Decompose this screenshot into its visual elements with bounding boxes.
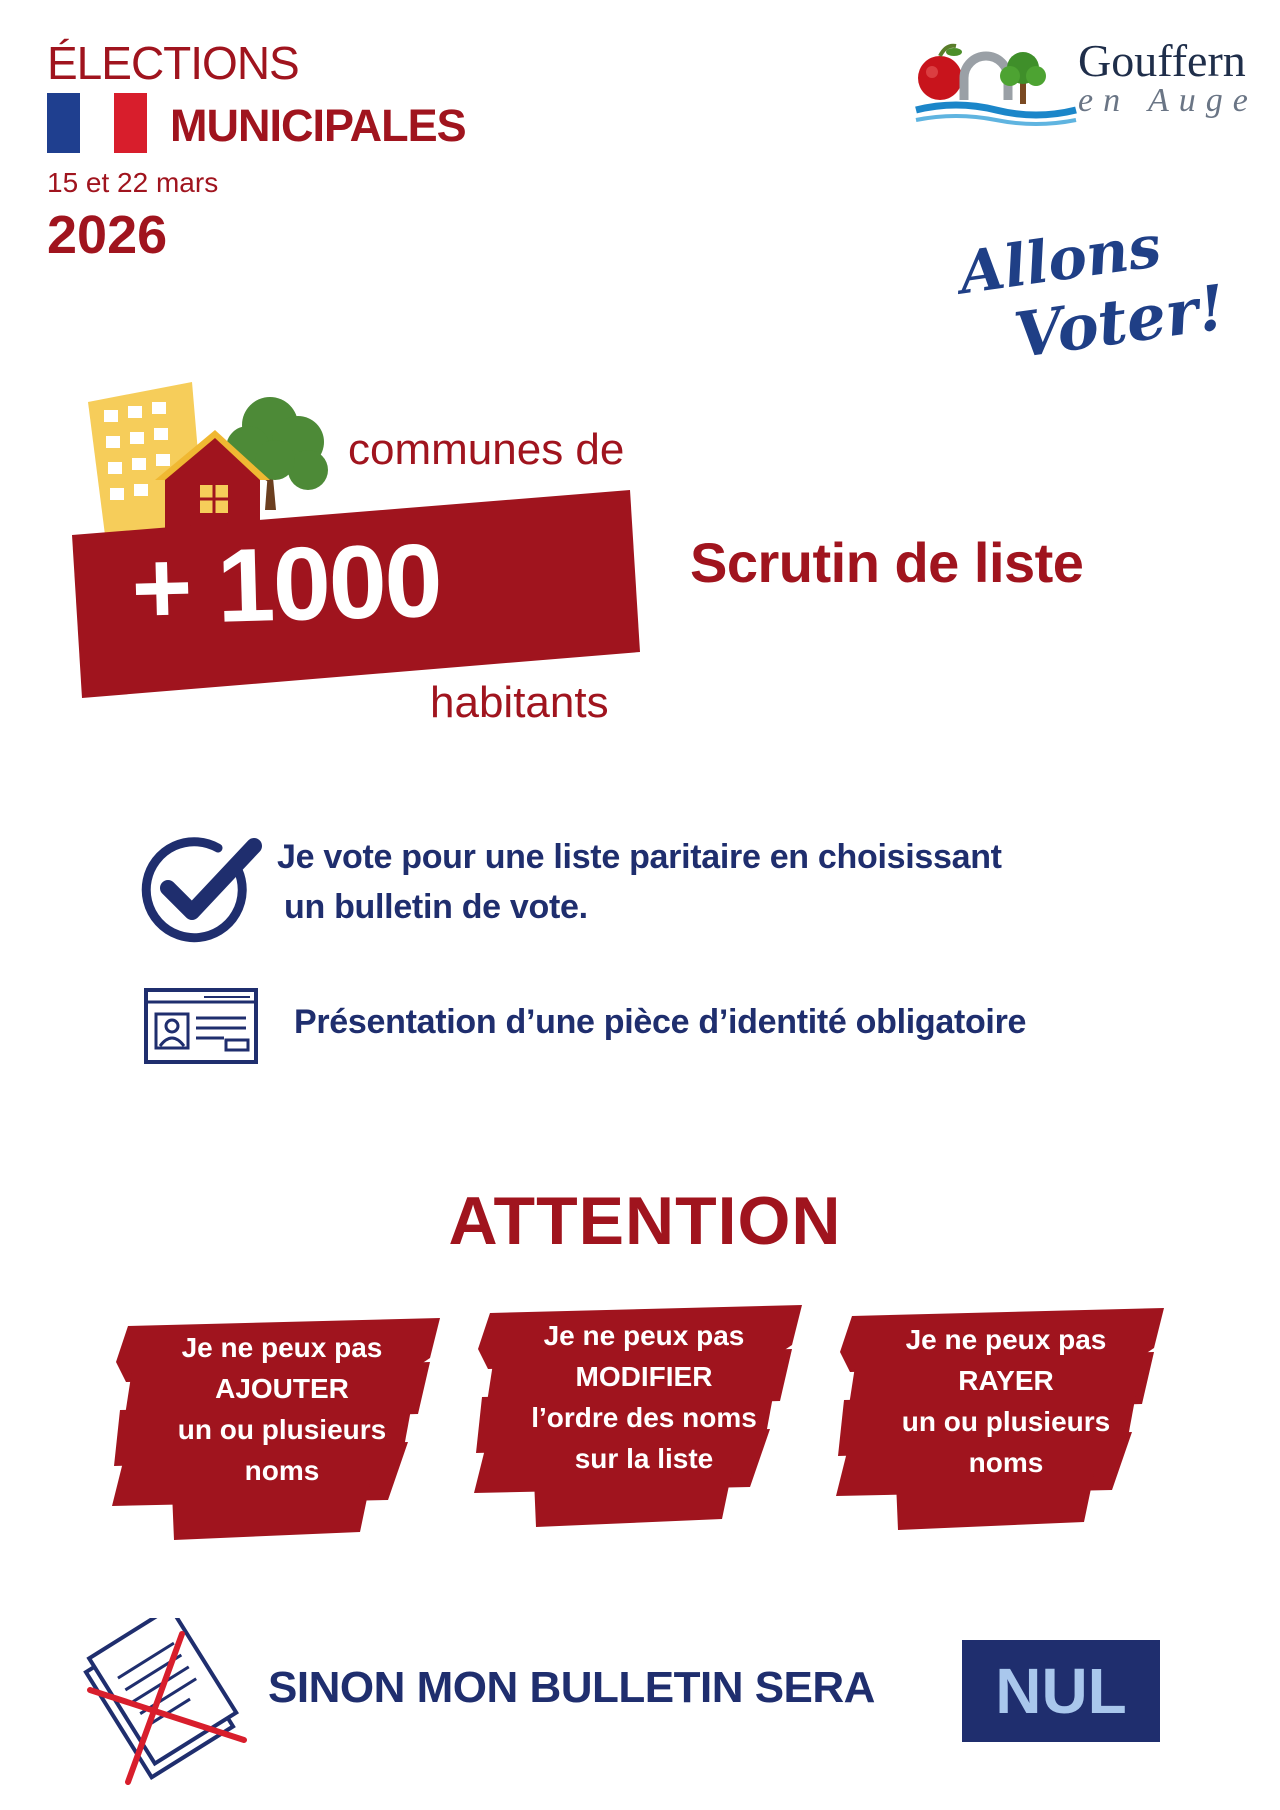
rule-line: un ou plusieurs <box>177 1414 387 1445</box>
communes-prefix: communes de <box>348 425 625 474</box>
vote-instruction-line-2: un bulletin de vote. <box>284 888 588 926</box>
void-warning-text: SINON MON BULLETIN SERA <box>268 1663 875 1712</box>
rule-line: Je ne peux pas <box>905 1324 1107 1355</box>
communes-suffix: habitants <box>430 678 609 727</box>
id-requirement-text: Présentation d’une pièce d’identité obligatoire <box>294 1003 1027 1041</box>
population-threshold: + 1000 <box>130 522 442 647</box>
crossed-ballot-icon <box>78 1618 248 1788</box>
rule-line: MODIFIER <box>575 1361 713 1392</box>
rule-no-add <box>122 1327 442 1491</box>
slogan-line-2: Voter! <box>1010 270 1230 373</box>
rule-no-modify <box>484 1315 804 1479</box>
rule-line: l’ordre des noms <box>531 1402 757 1433</box>
rule-line: noms <box>244 1455 320 1486</box>
scrutin-title: Scrutin de liste <box>690 531 1084 594</box>
rule-line: AJOUTER <box>215 1373 349 1404</box>
vote-instruction-line-1: Je vote pour une liste paritaire en choisissant <box>277 838 1002 876</box>
logo-name: Gouffern <box>1078 35 1246 86</box>
rule-line: un ou plusieurs <box>901 1406 1111 1437</box>
rule-line: RAYER <box>958 1365 1054 1396</box>
nul-label: NUL <box>995 1655 1127 1727</box>
municipales-title: MUNICIPALES <box>170 100 466 151</box>
election-dates: 15 et 22 mars <box>47 167 219 198</box>
rule-line: noms <box>968 1447 1044 1478</box>
slogan-line-1: Allons <box>955 211 1166 308</box>
rule-no-strike <box>846 1319 1166 1483</box>
rule-line: Je ne peux pas <box>543 1320 745 1351</box>
elections-title: ÉLECTIONS <box>47 37 299 89</box>
checkmark-icon <box>138 832 262 944</box>
french-flag-icon <box>47 93 147 153</box>
logo-subtitle: en Auge <box>1078 82 1258 119</box>
rule-line: sur la liste <box>574 1443 714 1474</box>
attention-title: ATTENTION <box>448 1183 842 1259</box>
rule-line: Je ne peux pas <box>181 1332 383 1363</box>
id-card-icon <box>144 988 258 1064</box>
election-year: 2026 <box>47 205 168 265</box>
